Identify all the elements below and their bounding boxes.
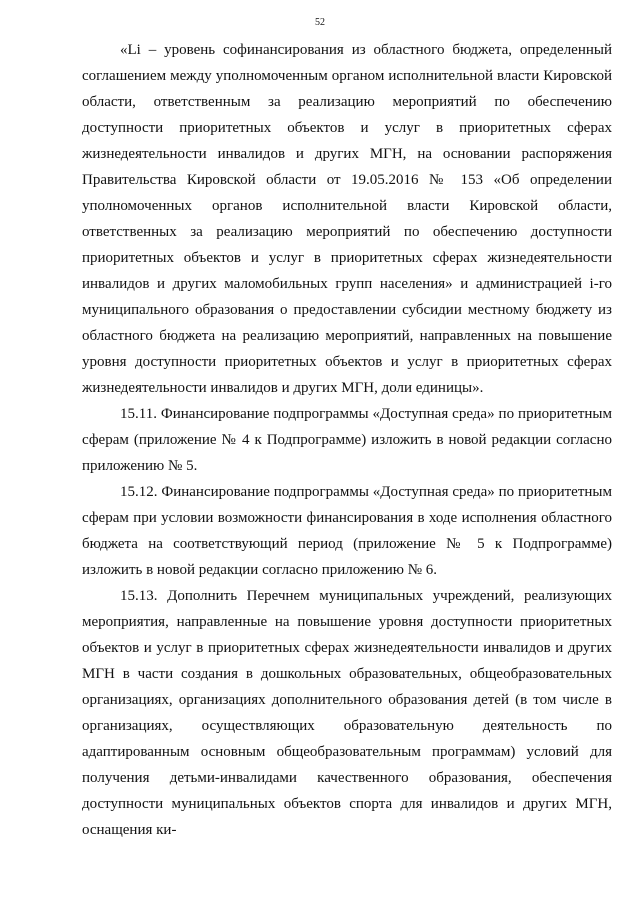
page-number: 52 [315, 17, 325, 28]
paragraph-li-definition: «Li – уровень софинансирования из областного бюджета, определенный соглашением между уполномоченным органом исполнительной власти Кировской области, ответственным за реализацию мероприятий по обеспечению доступности приоритетных объектов и услуг в приоритетных сферах жизнедеятельности инвалидов и других МГН, на основании распоряжения Правительства Кировской области от 19.05.2016 № 153 «Об определении уполномоченных органов исполнительной власти Кировской области, ответственных за реализацию мероприятий по обеспечению доступности приоритетных объектов и услуг в приоритетных сферах жизнедеятельности инвалидов и других маломобильных групп населения» и администрацией i-го муниципального образования о предоставлении субсидии местному бюджету из областного бюджета на реализацию мероприятий, направленных на повышение уровня доступности приоритетных объектов и услуг в приоритетных сферах жизнедеятельности инвалидов и других МГН, доли единицы». [82, 42, 612, 396]
paragraph-15-11: 15.11. Финансирование подпрограммы «Доступная среда» по приоритетным сферам (приложение № 4 к Подпрограмме) изложить в новой редакции согласно приложению № 5. [82, 406, 612, 474]
document-body [82, 37, 612, 843]
paragraph-15-13: 15.13. Дополнить Перечнем муниципальных учреждений, реализующих мероприятия, направленные на повышение уровня доступности приоритетных объектов и услуг в приоритетных сферах жизнедеятельности инвалидов и других МГН в части создания в дошкольных образовательных, общеобразовательных организациях, организациях дополнительного образования детей (в том числе в организациях, осуществляющих образовательную деятельность по адаптированным основным общеобразовательным программам) условий для получения детьми-инвалидами качественного образования, обеспечения доступности муниципальных объектов спорта для инвалидов и других МГН, оснащения ки- [82, 588, 612, 838]
paragraph-15-12: 15.12. Финансирование подпрограммы «Доступная среда» по приоритетным сферам при условии возможности финансирования в ходе исполнения областного бюджета на соответствующий период (приложение № 5 к Подпрограмме) изложить в новой редакции согласно приложению № 6. [82, 484, 612, 578]
